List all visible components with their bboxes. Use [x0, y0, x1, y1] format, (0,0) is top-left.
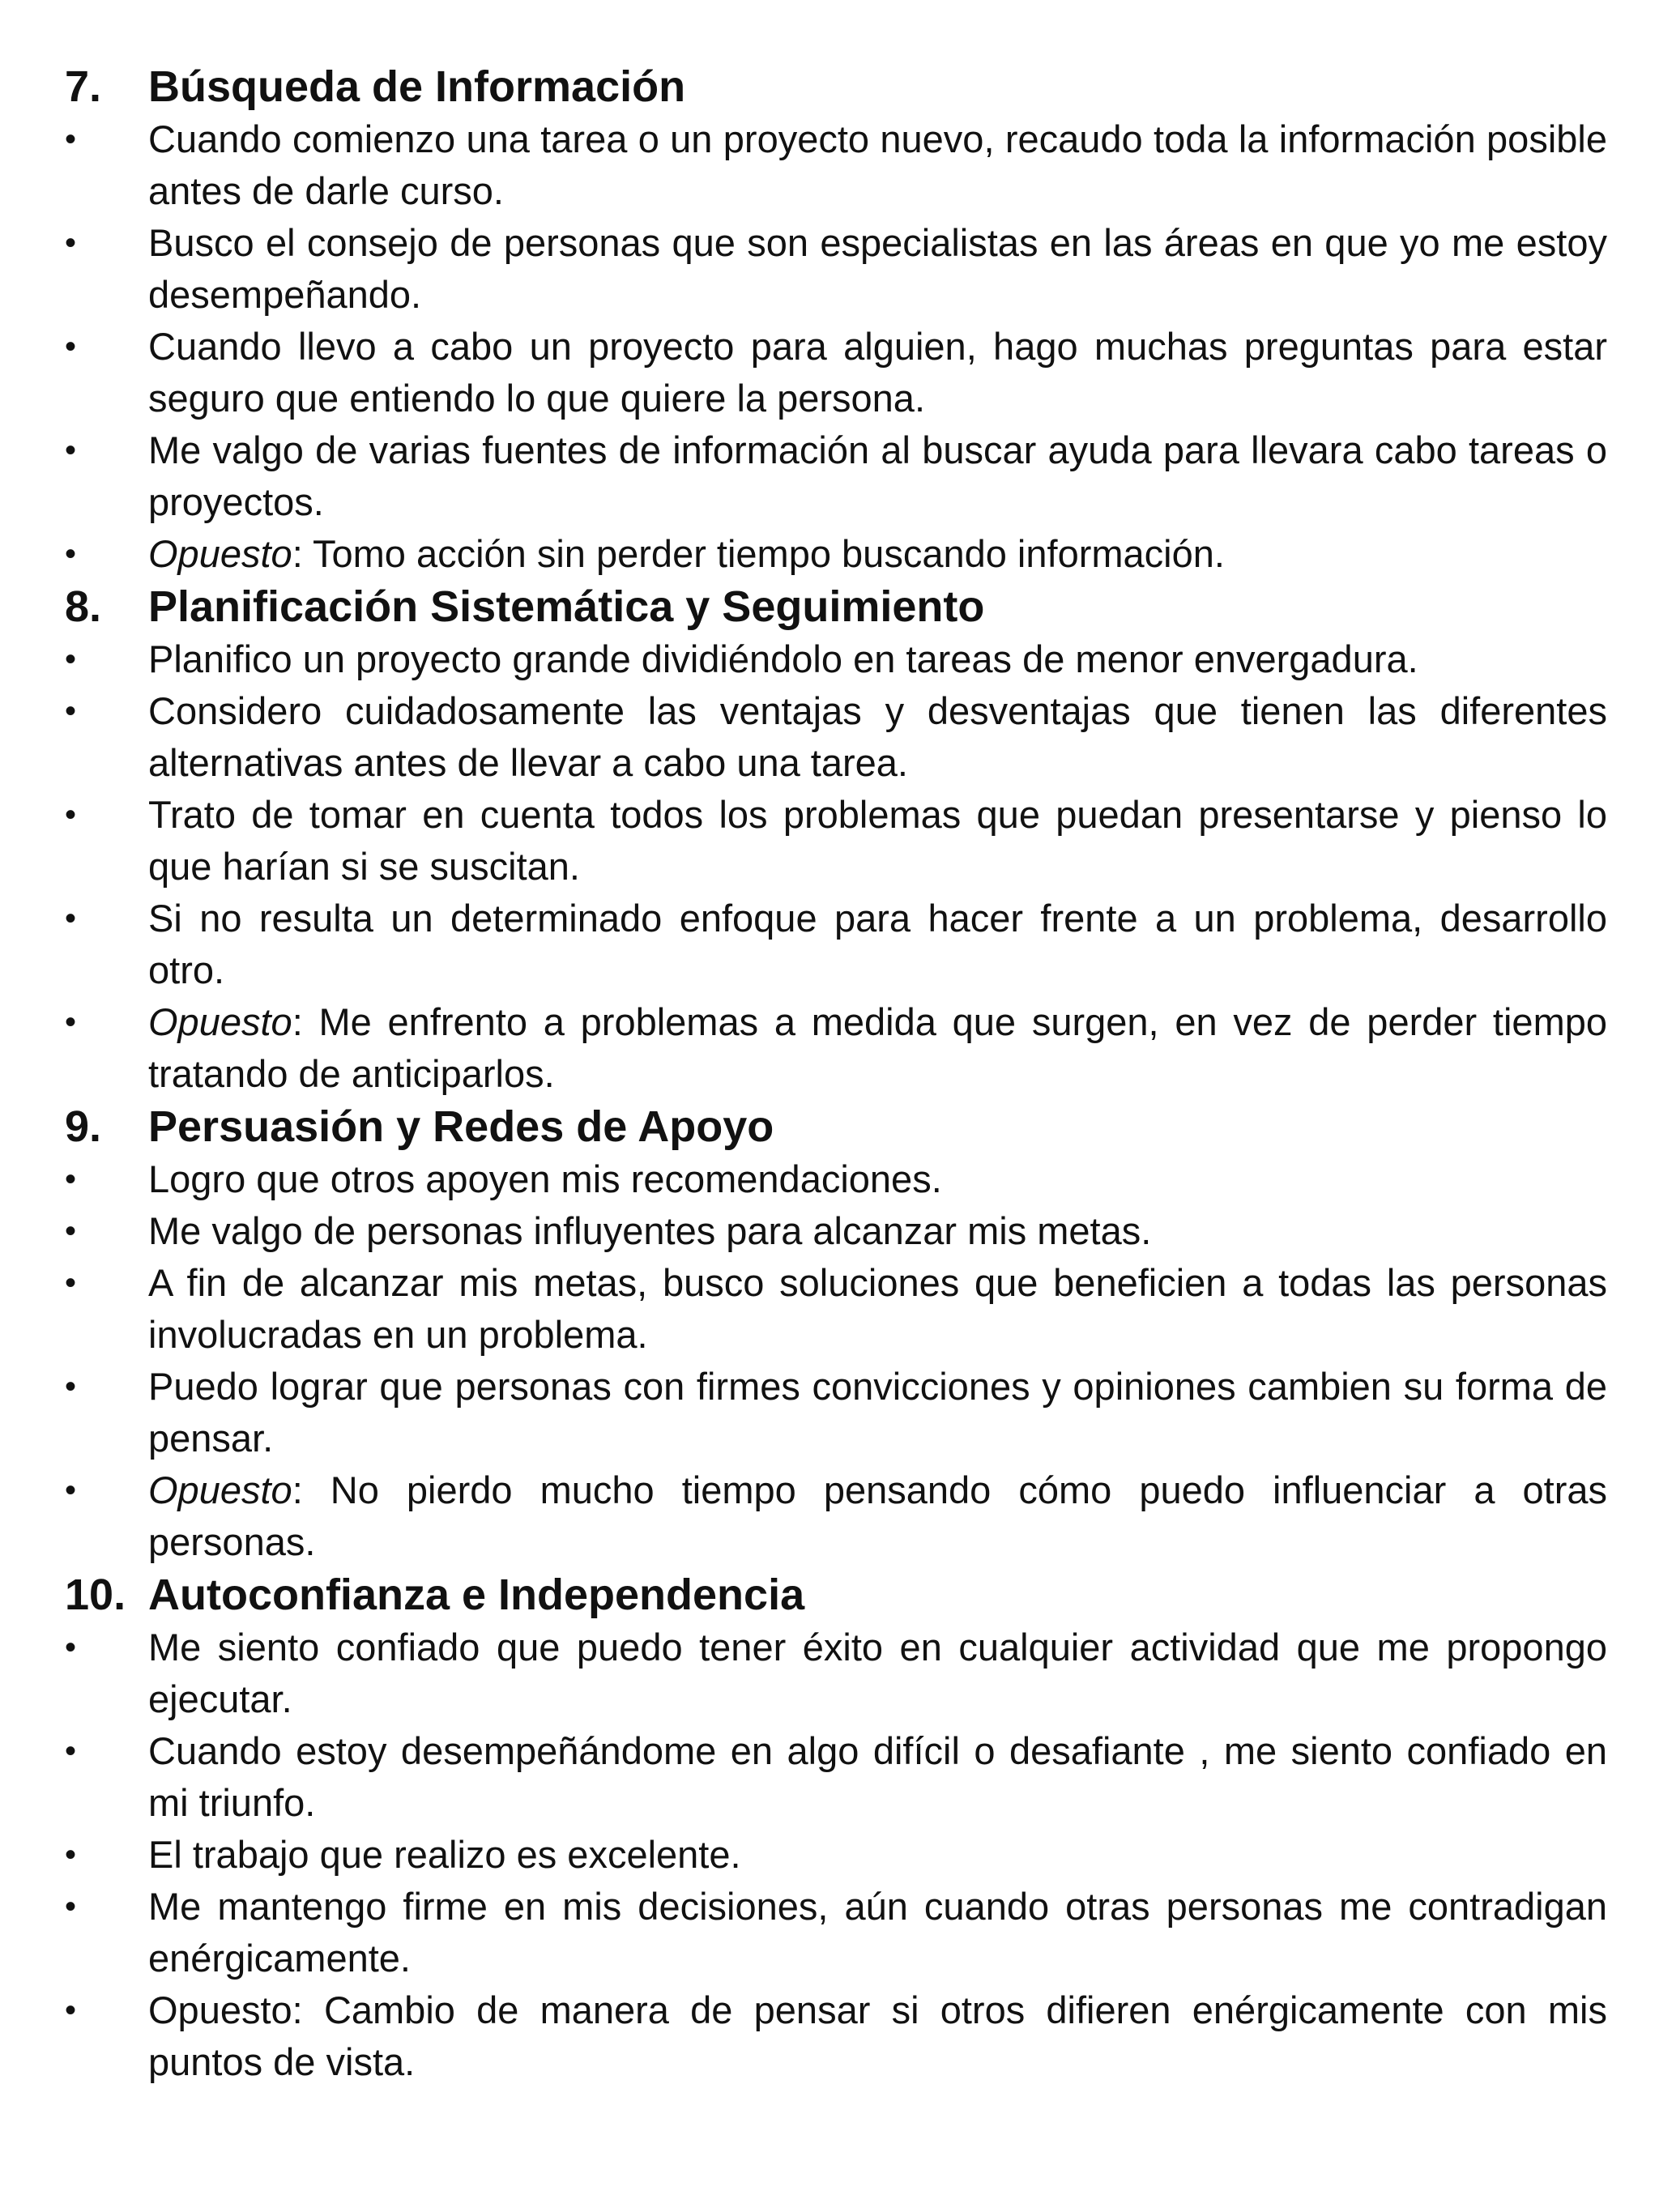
document-page: [65, 60, 1607, 2088]
bullet-icon: •: [65, 1473, 77, 1508]
list-item: [65, 1464, 1607, 1568]
list-item: [65, 217, 1607, 321]
bullet-icon: •: [65, 1733, 77, 1769]
bullet-list: [65, 1153, 1607, 1568]
section-10: [65, 1568, 1607, 2088]
section-number: 8.: [65, 582, 102, 631]
item-text: Cuando llevo a cabo un proyecto para alguien, hago muchas preguntas para estar seguro que entiendo lo que quiere la persona.: [148, 325, 1607, 420]
section-number: 10.: [65, 1571, 126, 1619]
list-item: [65, 1829, 1607, 1881]
list-item: [65, 996, 1607, 1100]
item-text: Cuando estoy desempeñándome en algo difícil o desafiante , me siento confiado en mi triunfo.: [148, 1729, 1607, 1824]
item-text: Cuando comienzo una tarea o un proyecto nuevo, recaudo toda la información posible antes de darle curso.: [148, 117, 1607, 212]
item-text: Me valgo de varias fuentes de información al buscar ayuda para llevara cabo tareas o proyectos.: [148, 428, 1607, 523]
section-heading: [65, 60, 1607, 113]
section-title: Planificación Sistemática y Seguimiento: [148, 582, 985, 631]
list-item: [65, 1153, 1607, 1205]
item-text: Logro que otros apoyen mis recomendaciones.: [148, 1157, 942, 1200]
bullet-icon: •: [65, 1161, 77, 1197]
bullet-icon: •: [65, 1889, 77, 1924]
item-text: Si no resulta un determinado enfoque para hacer frente a un problema, desarrollo otro.: [148, 897, 1607, 991]
list-item: [65, 1725, 1607, 1829]
item-lead: Opuesto: [148, 1000, 292, 1043]
item-text: Trato de tomar en cuenta todos los problemas que puedan presentarse y pienso lo que harían si se suscitan.: [148, 793, 1607, 888]
section-heading: [65, 580, 1607, 633]
bullet-icon: •: [65, 1265, 77, 1301]
bullet-icon: •: [65, 641, 77, 677]
item-text: Puedo lograr que personas con firmes convicciones y opiniones cambien su forma de pensar.: [148, 1365, 1607, 1460]
bullet-icon: •: [65, 1837, 77, 1873]
list-item: [65, 893, 1607, 996]
item-text: : Me enfrento a problemas a medida que surgen, en vez de perder tiempo tratando de anticiparlos.: [148, 1000, 1607, 1095]
section-number: 7.: [65, 62, 102, 111]
bullet-icon: •: [65, 693, 77, 729]
list-item: [65, 633, 1607, 685]
bullet-icon: •: [65, 1993, 77, 2028]
bullet-icon: •: [65, 1004, 77, 1040]
bullet-icon: •: [65, 797, 77, 833]
bullet-icon: •: [65, 121, 77, 157]
item-text: A fin de alcanzar mis metas, busco soluciones que beneficien a todas las personas involucradas en un problema.: [148, 1261, 1607, 1356]
item-lead: Opuesto: [148, 1468, 292, 1511]
item-text: Considero cuidadosamente las ventajas y desventajas que tienen las diferentes alternativas antes de llevar a cabo una tarea.: [148, 689, 1607, 784]
bullet-icon: •: [65, 1630, 77, 1665]
list-item: [65, 1622, 1607, 1725]
item-text: Me siento confiado que puedo tener éxito en cualquier actividad que me propongo ejecutar.: [148, 1626, 1607, 1720]
bullet-icon: •: [65, 225, 77, 261]
section-heading: [65, 1100, 1607, 1153]
section-heading: [65, 1568, 1607, 1622]
item-text: : Tomo acción sin perder tiempo buscando información.: [292, 532, 1225, 575]
list-item: [65, 1881, 1607, 1984]
bullet-icon: •: [65, 536, 77, 572]
list-item: [65, 424, 1607, 528]
list-item: [65, 321, 1607, 424]
section-7: [65, 60, 1607, 580]
bullet-icon: •: [65, 433, 77, 468]
item-text: Busco el consejo de personas que son especialistas en las áreas en que yo me estoy desempeñando.: [148, 221, 1607, 316]
item-text: El trabajo que realizo es excelente.: [148, 1833, 741, 1876]
bullet-list: [65, 633, 1607, 1100]
bullet-icon: •: [65, 1369, 77, 1404]
bullet-list: [65, 113, 1607, 580]
list-item: [65, 528, 1607, 580]
bullet-icon: •: [65, 901, 77, 936]
bullet-icon: •: [65, 1213, 77, 1249]
section-title: Persuasión y Redes de Apoyo: [148, 1102, 774, 1151]
bullet-icon: •: [65, 329, 77, 364]
list-item: [65, 789, 1607, 893]
section-number: 9.: [65, 1102, 102, 1151]
item-text: Me valgo de personas influyentes para alcanzar mis metas.: [148, 1209, 1152, 1252]
section-title: Autoconfianza e Independencia: [148, 1571, 805, 1619]
list-item: [65, 1361, 1607, 1464]
list-item: [65, 685, 1607, 789]
item-text: Me mantengo firme en mis decisiones, aún cuando otras personas me contradigan enérgicamente.: [148, 1885, 1607, 1980]
list-item: [65, 113, 1607, 217]
list-item: [65, 1984, 1607, 2088]
item-text: : No pierdo mucho tiempo pensando cómo puedo influenciar a otras personas.: [148, 1468, 1607, 1563]
section-8: [65, 580, 1607, 1100]
list-item: [65, 1257, 1607, 1361]
item-text: Planifico un proyecto grande dividiéndolo en tareas de menor envergadura.: [148, 637, 1418, 680]
item-lead: Opuesto: [148, 532, 292, 575]
list-item: [65, 1205, 1607, 1257]
section-9: [65, 1100, 1607, 1568]
item-text: Opuesto: Cambio de manera de pensar si otros difieren enérgicamente con mis puntos de vista.: [148, 1988, 1607, 2083]
section-title: Búsqueda de Información: [148, 62, 686, 111]
bullet-list: [65, 1622, 1607, 2088]
